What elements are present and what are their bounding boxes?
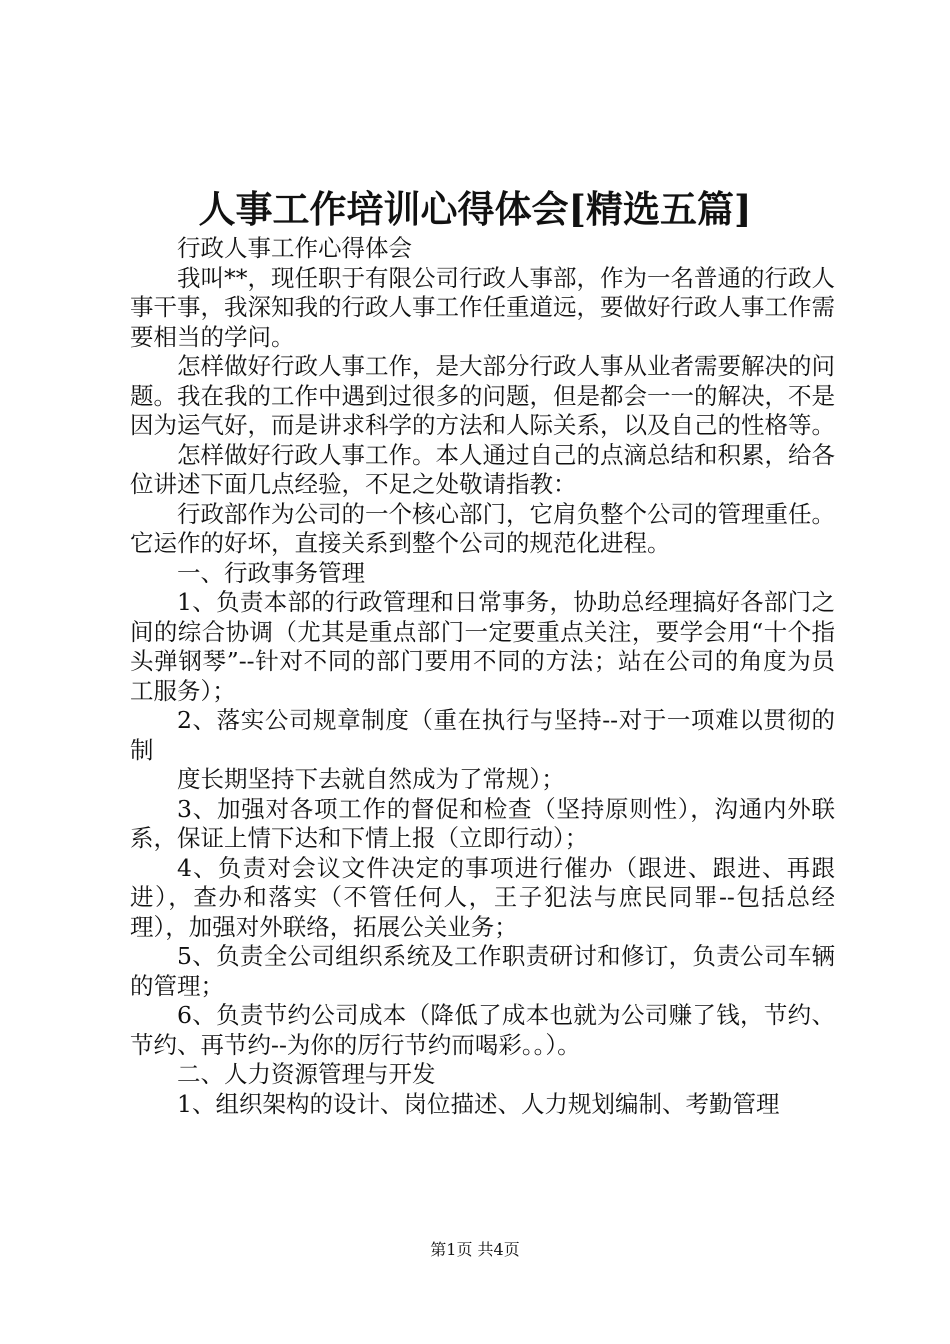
paragraph: 5、负责全公司组织系统及工作职责研讨和修订，负责公司车辆的管理；	[130, 942, 835, 1000]
paragraph: 1、负责本部的行政管理和日常事务，协助总经理搞好各部门之间的综合协调（尤其是重点部门一定要重点关注，要学会用“十个指头弹钢琴”--针对不同的部门要用不同的方法；站在公司的角度为员工服务）；	[130, 588, 835, 705]
paragraph: 2、落实公司规章制度（重在执行与坚持--对于一项难以贯彻的制	[130, 706, 835, 764]
section-heading: 二、人力资源管理与开发	[177, 1060, 436, 1088]
document-title: 人事工作培训心得体会[精选五篇]	[198, 187, 752, 231]
paragraph: 行政人事工作心得体会	[177, 234, 412, 262]
paragraph: 1、组织架构的设计、岗位描述、人力规划编制、考勤管理	[177, 1089, 780, 1118]
section-heading: 一、行政事务管理	[177, 558, 365, 587]
paragraph: 怎样做好行政人事工作。本人通过自己的点滴总结和积累，给各位讲述下面几点经验，不足之处敬请指教：	[130, 440, 835, 498]
paragraph: 行政部作为公司的一个核心部门，它肩负整个公司的管理重任。它运作的好坏，直接关系到整个公司的规范化进程。	[130, 499, 835, 557]
page-indicator: 第1页 共4页	[430, 1240, 520, 1259]
paragraph: 度长期坚持下去就自然成为了常规）；	[177, 765, 565, 793]
paragraph: 6、负责节约公司成本（降低了成本也就为公司赚了钱，节约、节约、再节约--为你的厉行节约而喝彩。。）。	[130, 1001, 835, 1059]
paragraph: 4、负责对会议文件决定的事项进行催办（跟进、跟进、再跟进），查办和落实（不管任何人，王子犯法与庶民同罪--包括总经理），加强对外联络，拓展公关业务；	[130, 853, 835, 941]
paragraph: 我叫**，现任职于有限公司行政人事部，作为一名普通的行政人事干事，我深知我的行政人事工作任重道远，要做好行政人事工作需要相当的学问。	[130, 263, 835, 351]
paragraph: 3、加强对各项工作的督促和检查（坚持原则性），沟通内外联系，保证上情下达和下情上报（立即行动）；	[130, 794, 835, 852]
paragraph: 怎样做好行政人事工作，是大部分行政人事从业者需要解决的问题。我在我的工作中遇到过很多的问题，但是都会一一的解决，不是因为运气好，而是讲求科学的方法和人际关系，以及自己的性格等。	[130, 352, 835, 439]
document-body	[130, 234, 835, 1119]
